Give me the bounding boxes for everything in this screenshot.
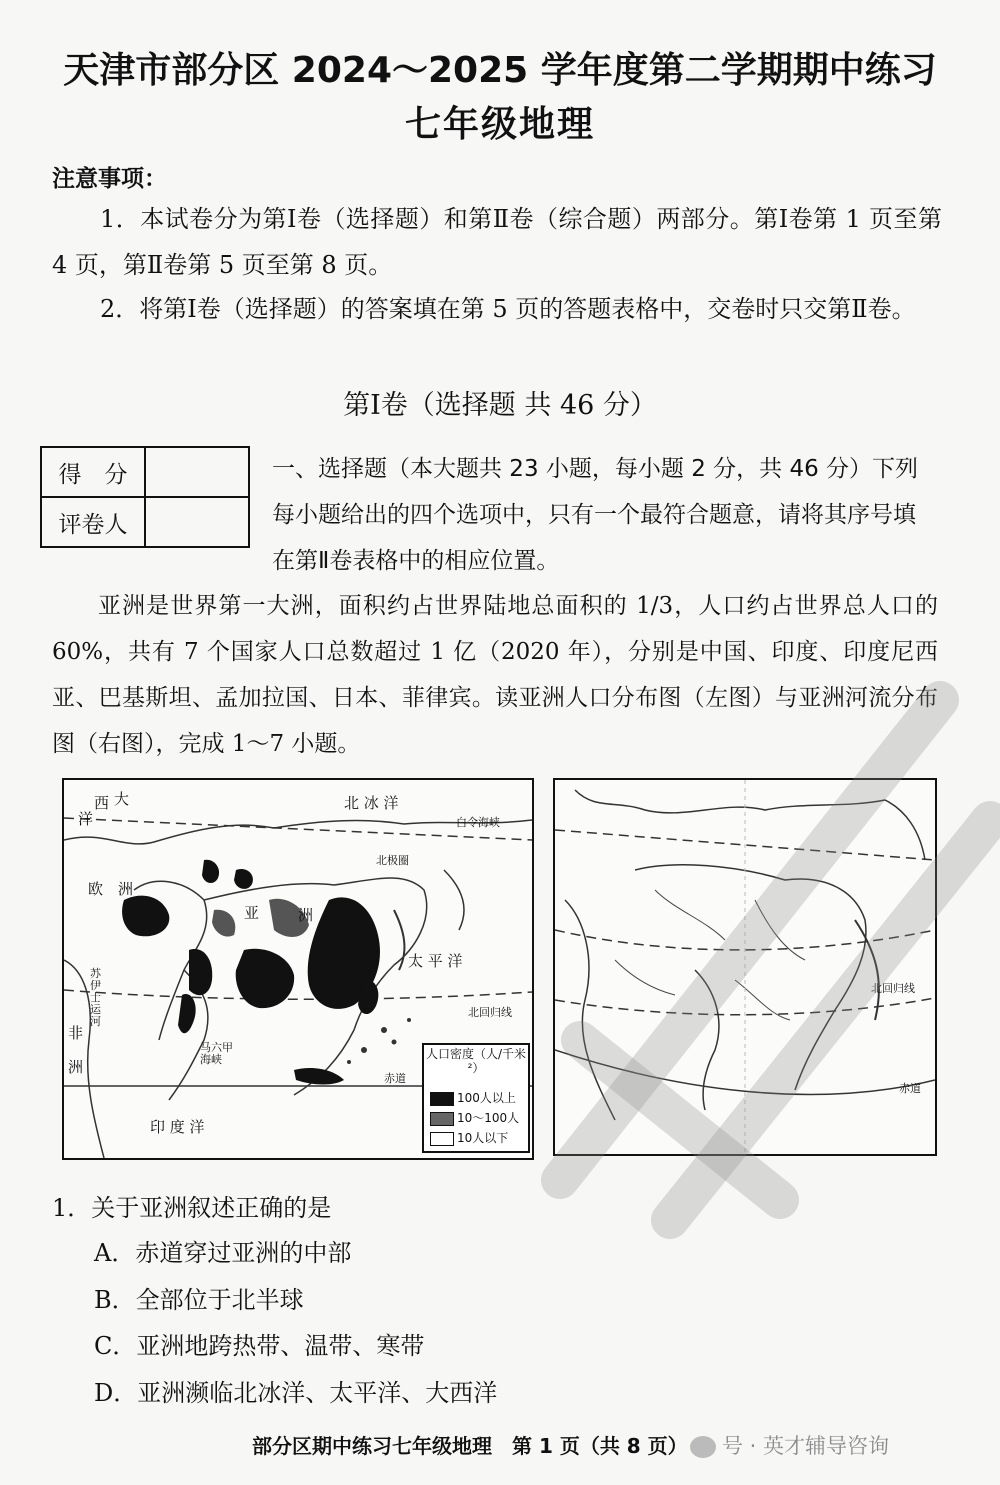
wechat-watermark xyxy=(690,1430,889,1460)
population-density-legend xyxy=(422,1043,530,1153)
arctic-circle-label: 北极圈 xyxy=(376,854,409,867)
section-heading: 第Ⅰ卷（选择题 共 46 分） xyxy=(343,390,657,421)
question-1-option-a[interactable]: A．赤道穿过亚洲的中部 xyxy=(94,1239,352,1267)
atlantic-label-side: 洋 xyxy=(78,810,94,828)
question-1-option-c[interactable]: C．亚洲地跨热带、温带、寒带 xyxy=(94,1332,425,1360)
page-footer: 部分区期中练习七年级地理 第 1 页（共 8 页） xyxy=(252,1434,688,1458)
atlantic-label-top: 大 xyxy=(114,790,130,808)
asia-label-zhou: 洲 xyxy=(298,906,314,924)
legend-swatch-mid xyxy=(430,1112,454,1126)
legend-swatch-high xyxy=(430,1092,454,1106)
note-item-2: 2．将第Ⅰ卷（选择题）的答案填在第 5 页的答题表格中，交卷时只交第Ⅱ卷。 xyxy=(100,295,916,323)
arctic-ocean-label: 北 冰 洋 xyxy=(344,794,399,812)
bering-strait-label: 白令海峡 xyxy=(456,816,500,829)
multiple-choice-instructions: 一、选择题（本大题共 23 小题，每小题 2 分，共 46 分）下列每小题给出的四个选项中，只有一个最符合题意，请将其序号填在第Ⅱ卷表格中的相应位置。 xyxy=(272,456,919,574)
pacific-label: 太 平 洋 xyxy=(408,952,463,970)
reading-passage: 亚洲是世界第一大洲，面积约占世界陆地总面积的 1/3，人口约占世界总人口的 60%，共有 7 个国家人口总数超过 1 亿（2020 年），分别是中国、印度、印度尼西亚、巴基斯坦、孟加拉国、日本、菲律宾。读亚洲人口分布图（左图）与亚洲河流分布图（右图），完成 1～7 小题。 xyxy=(52,593,938,757)
tropic-of-cancer-label: 北回归线 xyxy=(468,1006,512,1019)
indian-ocean-label: 印 度 洋 xyxy=(150,1118,205,1136)
suez-canal-label: 苏伊士运河 xyxy=(90,967,101,1028)
wechat-icon xyxy=(690,1436,716,1458)
brand-watermark-graphic xyxy=(520,660,1000,1260)
grader-cell[interactable] xyxy=(145,497,249,547)
grader-label: 评卷人 xyxy=(41,497,145,547)
wechat-text: 号 · 英才辅导咨询 xyxy=(722,1434,890,1458)
legend-row-high xyxy=(430,1089,516,1106)
score-cell[interactable] xyxy=(145,447,249,497)
africa-label-zhou: 洲 xyxy=(68,1058,84,1076)
west-label: 西 xyxy=(94,794,110,812)
legend-label-mid: 10～100人 xyxy=(457,1111,520,1125)
legend-row-low xyxy=(430,1129,508,1146)
right-equator-label: 赤道 xyxy=(899,1082,921,1095)
legend-swatch-low xyxy=(430,1132,454,1146)
score-table xyxy=(40,446,250,548)
malacca-strait-label: 马六甲海峡 xyxy=(200,1041,233,1066)
legend-row-mid xyxy=(430,1109,519,1126)
question-1-stem: 1．关于亚洲叙述正确的是 xyxy=(52,1194,332,1222)
legend-label-high: 100人以上 xyxy=(457,1091,516,1105)
note-item-1: 1．本试卷分为第Ⅰ卷（选择题）和第Ⅱ卷（综合题）两部分。第Ⅰ卷第 1 页至第 4 页，第Ⅱ卷第 5 页至第 8 页。 xyxy=(52,205,942,279)
legend-title: 人口密度（人/千米²） xyxy=(425,1047,527,1075)
legend-label-low: 10人以下 xyxy=(457,1131,509,1145)
question-1-option-d[interactable]: D．亚洲濒临北冰洋、太平洋、大西洋 xyxy=(94,1379,498,1407)
exam-subject: 七年级地理 xyxy=(404,104,595,145)
score-label: 得 分 xyxy=(41,447,145,497)
question-1-option-b[interactable]: B．全部位于北半球 xyxy=(94,1286,304,1314)
equator-label: 赤道 xyxy=(384,1072,406,1085)
asia-population-map xyxy=(62,778,534,1160)
exam-title: 天津市部分区 2024～2025 学年度第二学期期中练习 xyxy=(63,50,937,91)
europe-label: 欧 洲 xyxy=(88,880,134,898)
asia-label-ya: 亚 xyxy=(244,904,260,922)
right-tropic-of-cancer-label: 北回归线 xyxy=(871,982,915,995)
africa-label-fei: 非 xyxy=(68,1024,84,1042)
notes-heading: 注意事项： xyxy=(52,166,167,192)
